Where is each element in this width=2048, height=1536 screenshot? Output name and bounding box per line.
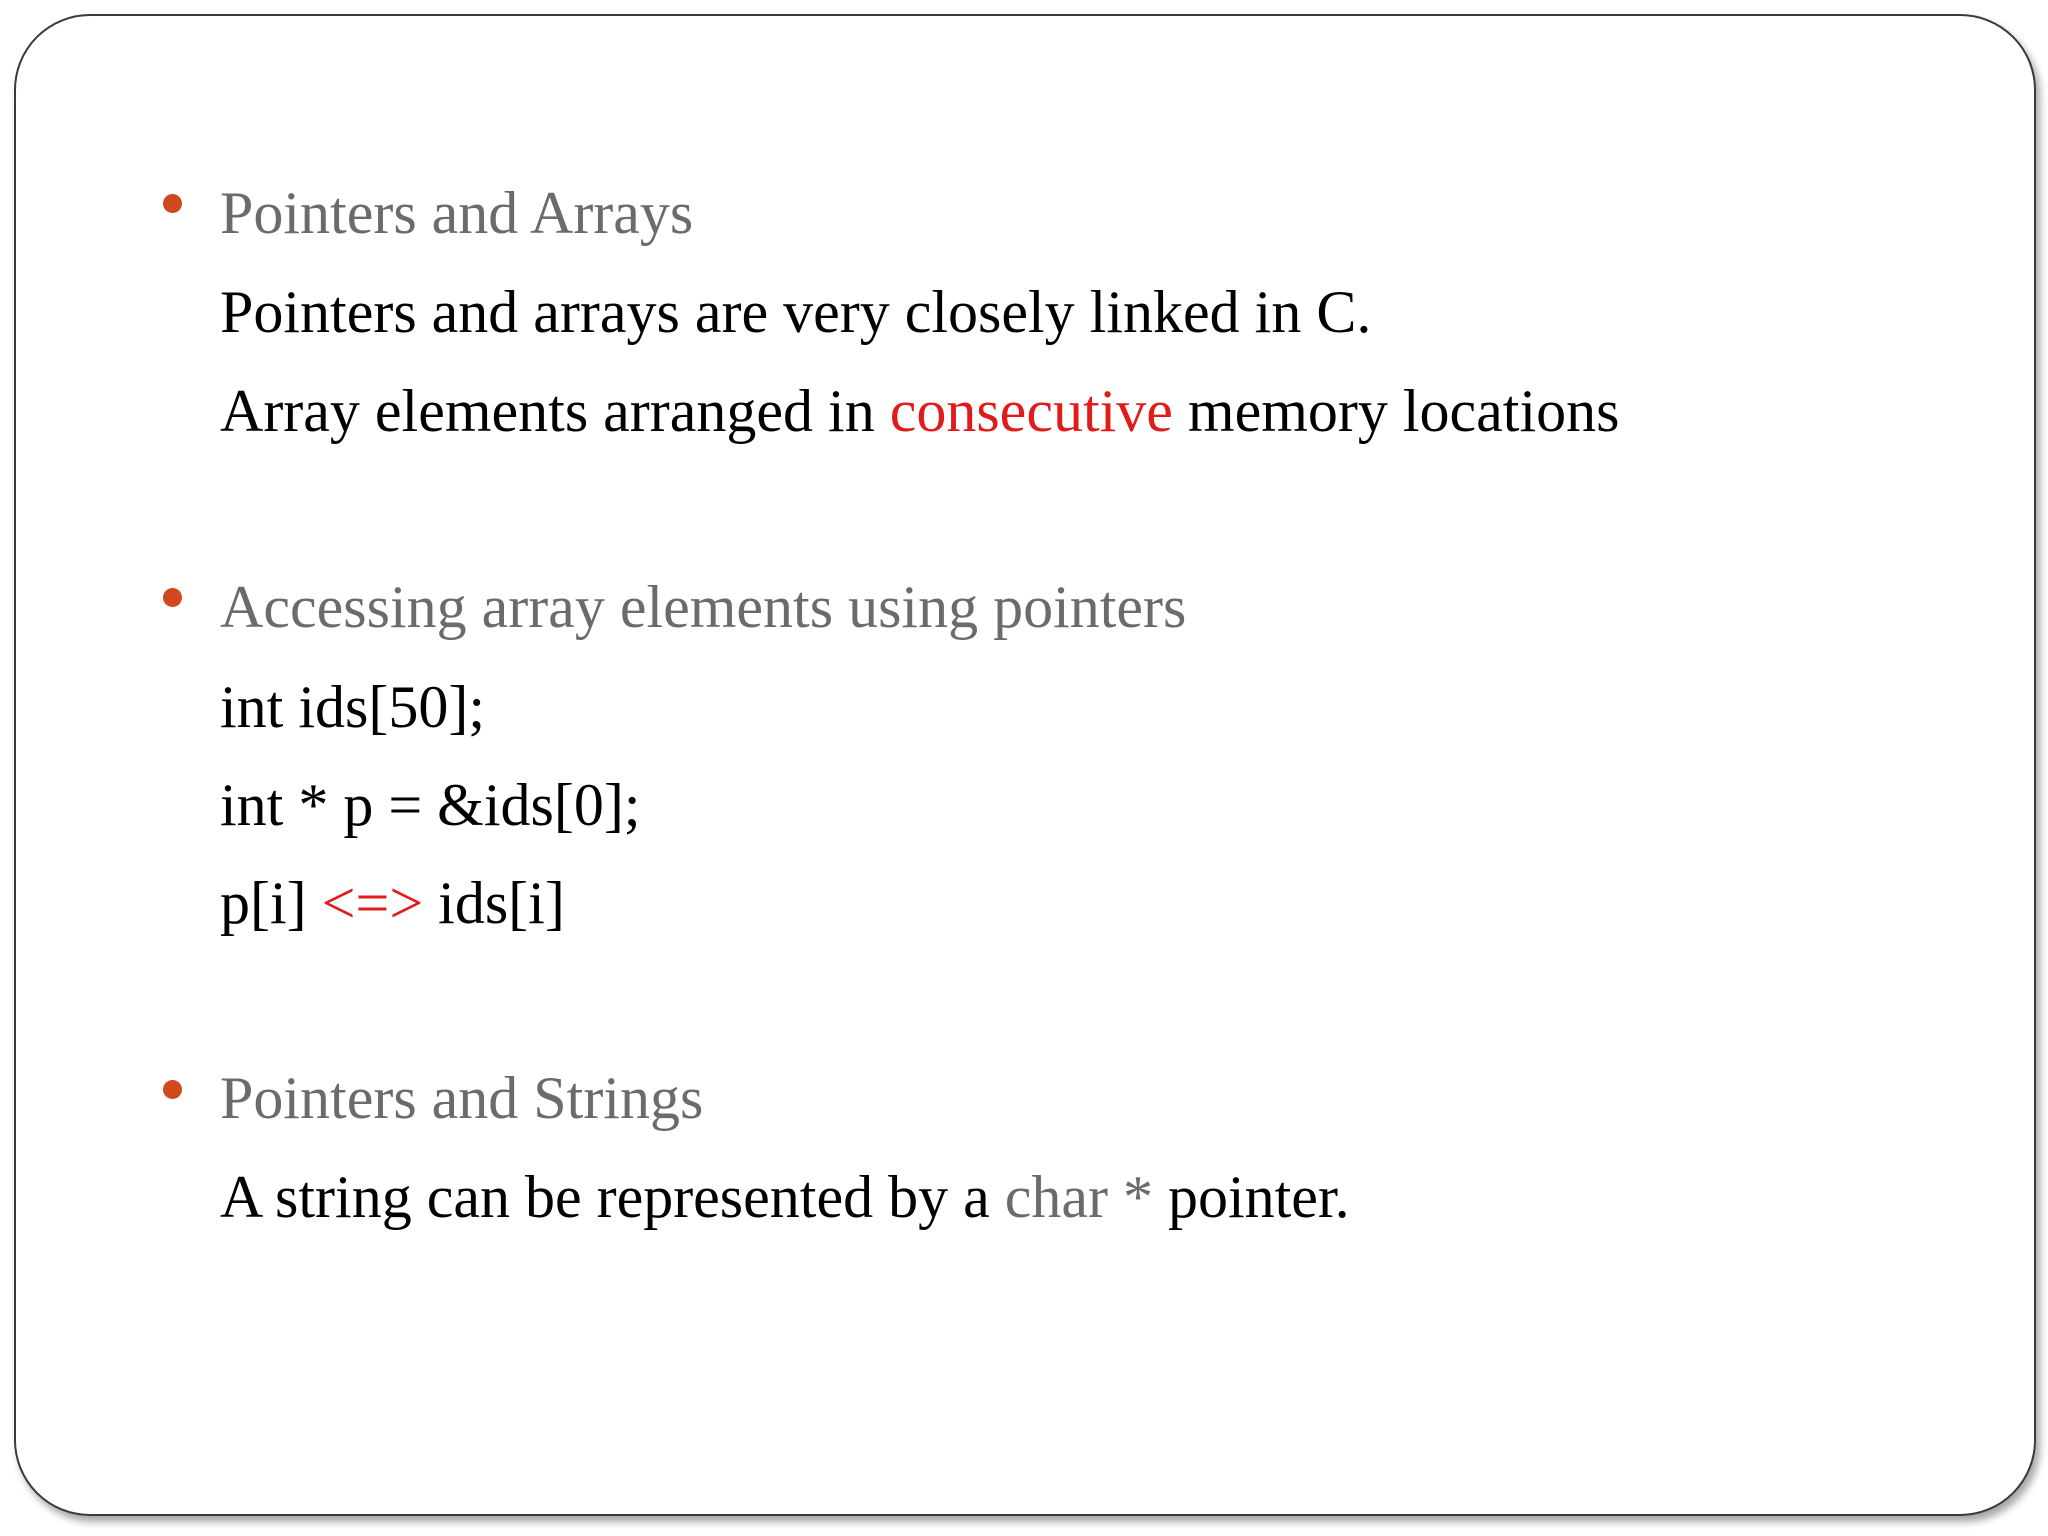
- code-line: [220, 868, 565, 938]
- body-line: Pointers and arrays are very closely linked in C.: [220, 279, 1372, 345]
- code-line: int ids[50];: [220, 674, 485, 740]
- text-segment: memory locations: [1172, 378, 1620, 444]
- text-segment: ids[i]: [423, 870, 565, 936]
- bullet-icon: [163, 194, 182, 213]
- text-segment: A string can be represented by a: [220, 1164, 1005, 1230]
- bullet-icon: [163, 588, 182, 607]
- section-heading-pointers-and-strings: Pointers and Strings: [220, 1065, 704, 1131]
- highlight-text: consecutive: [889, 378, 1173, 444]
- body-line: [220, 1162, 1350, 1232]
- text-segment: p[i]: [220, 870, 322, 936]
- highlight-text: char *: [1004, 1164, 1153, 1230]
- text-segment: pointer.: [1152, 1164, 1350, 1230]
- highlight-text: <=>: [321, 870, 424, 936]
- code-line: int * p = &ids[0];: [220, 772, 641, 838]
- body-line: [220, 376, 1620, 446]
- bullet-icon: [163, 1080, 182, 1099]
- text-segment: Array elements arranged in: [220, 378, 890, 444]
- section-heading-accessing-array-elements: Accessing array elements using pointers: [220, 574, 1187, 640]
- section-heading-pointers-and-arrays: Pointers and Arrays: [220, 180, 694, 246]
